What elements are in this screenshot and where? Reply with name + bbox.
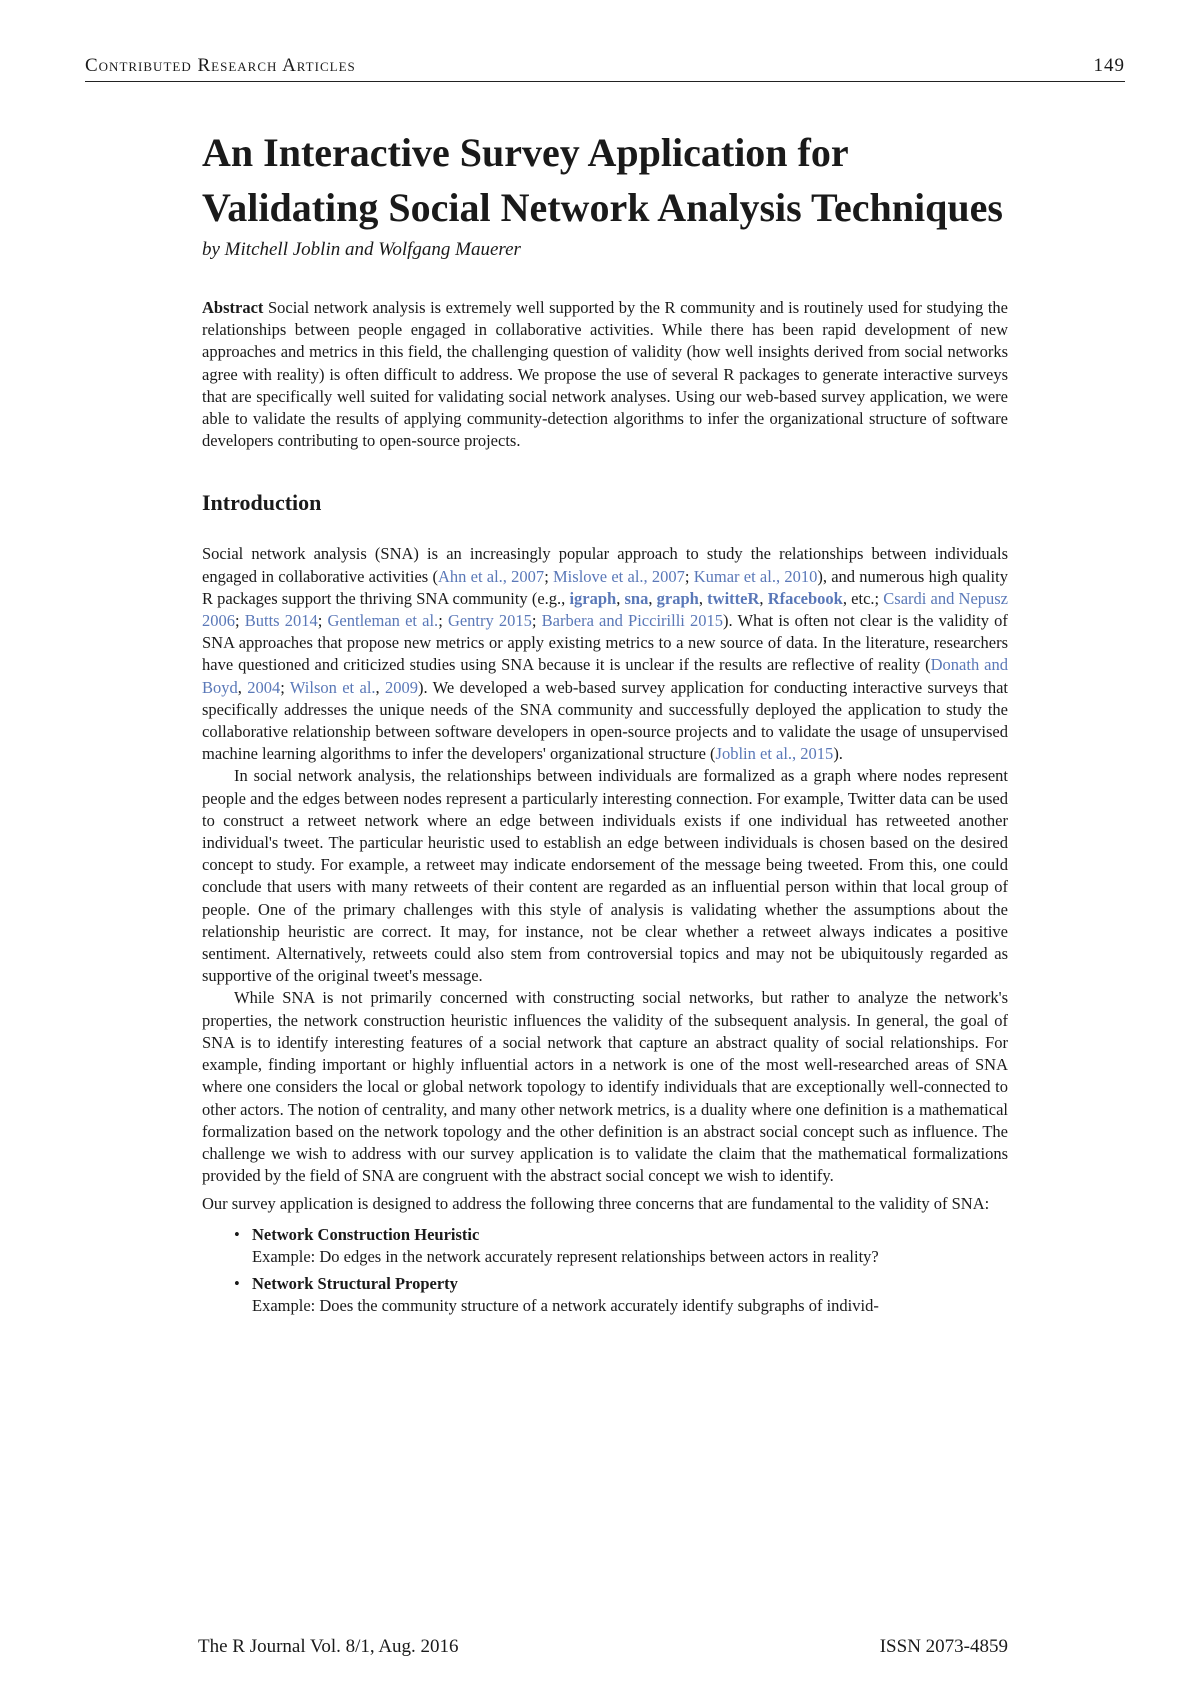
separator: , — [648, 588, 657, 608]
citation-link[interactable]: 2009 — [385, 677, 419, 697]
bullet-icon: • — [234, 1273, 240, 1293]
package-link[interactable]: twitteR — [707, 588, 760, 608]
separator: ; — [317, 611, 328, 631]
citation-link[interactable]: Joblin et al., 2015 — [715, 744, 834, 764]
article-title: An Interactive Survey Application for Validating Social Network Analysis Techniques — [202, 130, 1003, 230]
citation-link[interactable]: Barbera and Piccirilli 2015 — [541, 611, 724, 631]
section-heading-introduction: Introduction — [202, 490, 322, 516]
list-item-label: Network Construction Heuristic — [252, 1224, 480, 1244]
citation-link[interactable]: Butts 2014 — [244, 611, 318, 631]
separator: ; — [280, 677, 290, 697]
citation-link[interactable]: Donath and Boyd — [202, 655, 1008, 697]
article-authors: by Mitchell Joblin and Wolfgang Mauerer — [202, 239, 521, 260]
abstract — [202, 297, 1008, 452]
separator: ; — [235, 611, 245, 631]
paragraph-3: While SNA is not primarily concerned with constructing social networks, but rather to analyze the network's properties, the network construction heuristic influences the validity of the subsequent analysis. In general, the goal of SNA is to identify interesting features of a social network that capture an abstract quality of social relationships. For example, finding important or highly influential actors in a network is one of the most well-researched areas of SNA where one considers the local or global network topology to identify individuals that are exceptionally well-connected to other actors. The notion of centrality, and many other network metrics, is a duality where one definition is a mathematical formalization based on the network topology and the other definition is an abstract social concept such as influence. The challenge we wish to address with our survey application is to validate the claim that the mathematical formalizations provided by the field of SNA are congruent with the abstract social concept we wish to identify. — [202, 988, 1008, 1186]
running-title: Contributed Research Articles — [85, 55, 356, 76]
article-body — [202, 125, 1008, 1322]
text-run: , etc.; — [842, 588, 884, 608]
citation-link[interactable]: Kumar et al., 2010 — [693, 566, 818, 586]
citation-link[interactable]: 2004 — [247, 677, 281, 697]
text-run: ). — [833, 744, 843, 764]
bullet-icon: • — [234, 1224, 240, 1244]
package-link[interactable]: graph — [656, 588, 699, 608]
text-run: Social network analysis (SNA) is an increasingly popular approach to study the relationships between individuals engaged in collaborative activities ( — [202, 544, 1008, 586]
abstract-label: Abstract — [202, 298, 264, 317]
citation-link[interactable]: Csardi and Nepusz 2006 — [202, 588, 1009, 631]
package-link[interactable]: Rfacebook — [767, 588, 843, 608]
running-header — [85, 53, 1125, 82]
list-item — [234, 1224, 1008, 1268]
page-number: 149 — [1093, 55, 1125, 76]
citation-link[interactable]: Gentleman et al. — [327, 611, 439, 631]
separator: ; — [531, 611, 542, 631]
citation-link[interactable]: Wilson et al. — [289, 677, 376, 697]
separator: ; — [684, 566, 694, 586]
paragraph-4: Our survey application is designed to address the following three concerns that are fundamental to the validity of SNA: — [202, 1194, 990, 1214]
list-item-label: Network Structural Property — [252, 1273, 458, 1293]
package-link[interactable]: sna — [624, 588, 649, 608]
separator: , — [616, 588, 625, 608]
package-link[interactable]: igraph — [569, 588, 617, 608]
separator: , — [237, 677, 248, 697]
list-item-example: Example: Does the community structure of a network accurately identify subgraphs of individ- — [252, 1296, 879, 1316]
abstract-text: Social network analysis is extremely well supported by the R community and is routinely used for studying the relationships between people engaged in collaborative activities. While there has been rapid development of new approaches and metrics in this field, the challenging question of validity (how well insights derived from social networks agree with reality) is often difficult to address. We propose the use of several R packages to generate interactive surveys that are specifically well suited for validating social network analyses. Using our web-based survey application, we were able to validate the results of applying community-detection algorithms to infer the organizational structure of software developers contributing to open-source projects. — [202, 298, 1008, 451]
separator: , — [698, 588, 708, 608]
citation-link[interactable]: Ahn et al., 2007 — [437, 566, 545, 586]
list-item — [234, 1273, 1008, 1317]
paragraph-1 — [202, 543, 1008, 765]
concerns-list — [202, 1224, 1008, 1318]
separator: ; — [438, 611, 448, 631]
journal-issn: ISSN 2073-4859 — [879, 1636, 1008, 1657]
separator: , — [759, 588, 768, 608]
journal-volume: The R Journal Vol. 8/1, Aug. 2016 — [198, 1636, 459, 1657]
text-run: ). What is often not clear is the validity of SNA approaches that propose new metrics or apply existing metrics to a new source of data. In the literature, researchers have questioned and criticized studies using SNA because it is unclear if the results are reflective of reality ( — [202, 611, 1008, 675]
text-run: ), and numerous high quality R packages support the thriving SNA community (e.g., — [202, 566, 1008, 608]
citation-link[interactable]: Mislove et al., 2007 — [553, 566, 685, 586]
list-item-example: Example: Do edges in the network accurately represent relationships between actors in reality? — [252, 1246, 879, 1266]
separator: ; — [544, 566, 554, 586]
citation-link[interactable]: Gentry 2015 — [447, 611, 532, 631]
separator: , — [375, 677, 386, 697]
paragraph-2: In social network analysis, the relationships between individuals are formalized as a graph where nodes represent people and the edges between nodes represent a particularly interesting connection. For example, Twitter data can be used to construct a retweet network where an edge between individuals exists if one individual has retweeted another individual's tweet. The particular heuristic used to establish an edge between individuals is chosen based on the desired concept to study. For example, a retweet may indicate endorsement of the message being tweeted. From this, one could conclude that users with many retweets of their content are regarded as an influential person within that local group of people. One of the primary challenges with this style of analysis is validating whether the assumptions about the relationship heuristic are correct. It may, for instance, not be clear whether a retweet always indicates a positive sentiment. Alternatively, retweets could also stem from controversial topics and may not be ubiquitously regarded as supportive of the original tweet's message. — [202, 766, 1008, 986]
text-run: ). We developed a web-based survey application for conducting interactive surveys that specifically addresses the unique needs of the SNA community and successfully deployed the application to study the collaborative relationship between software developers in open-source projects and to validate the usage of unsupervised machine learning algorithms to infer the developers' organizational structure ( — [202, 677, 1009, 764]
